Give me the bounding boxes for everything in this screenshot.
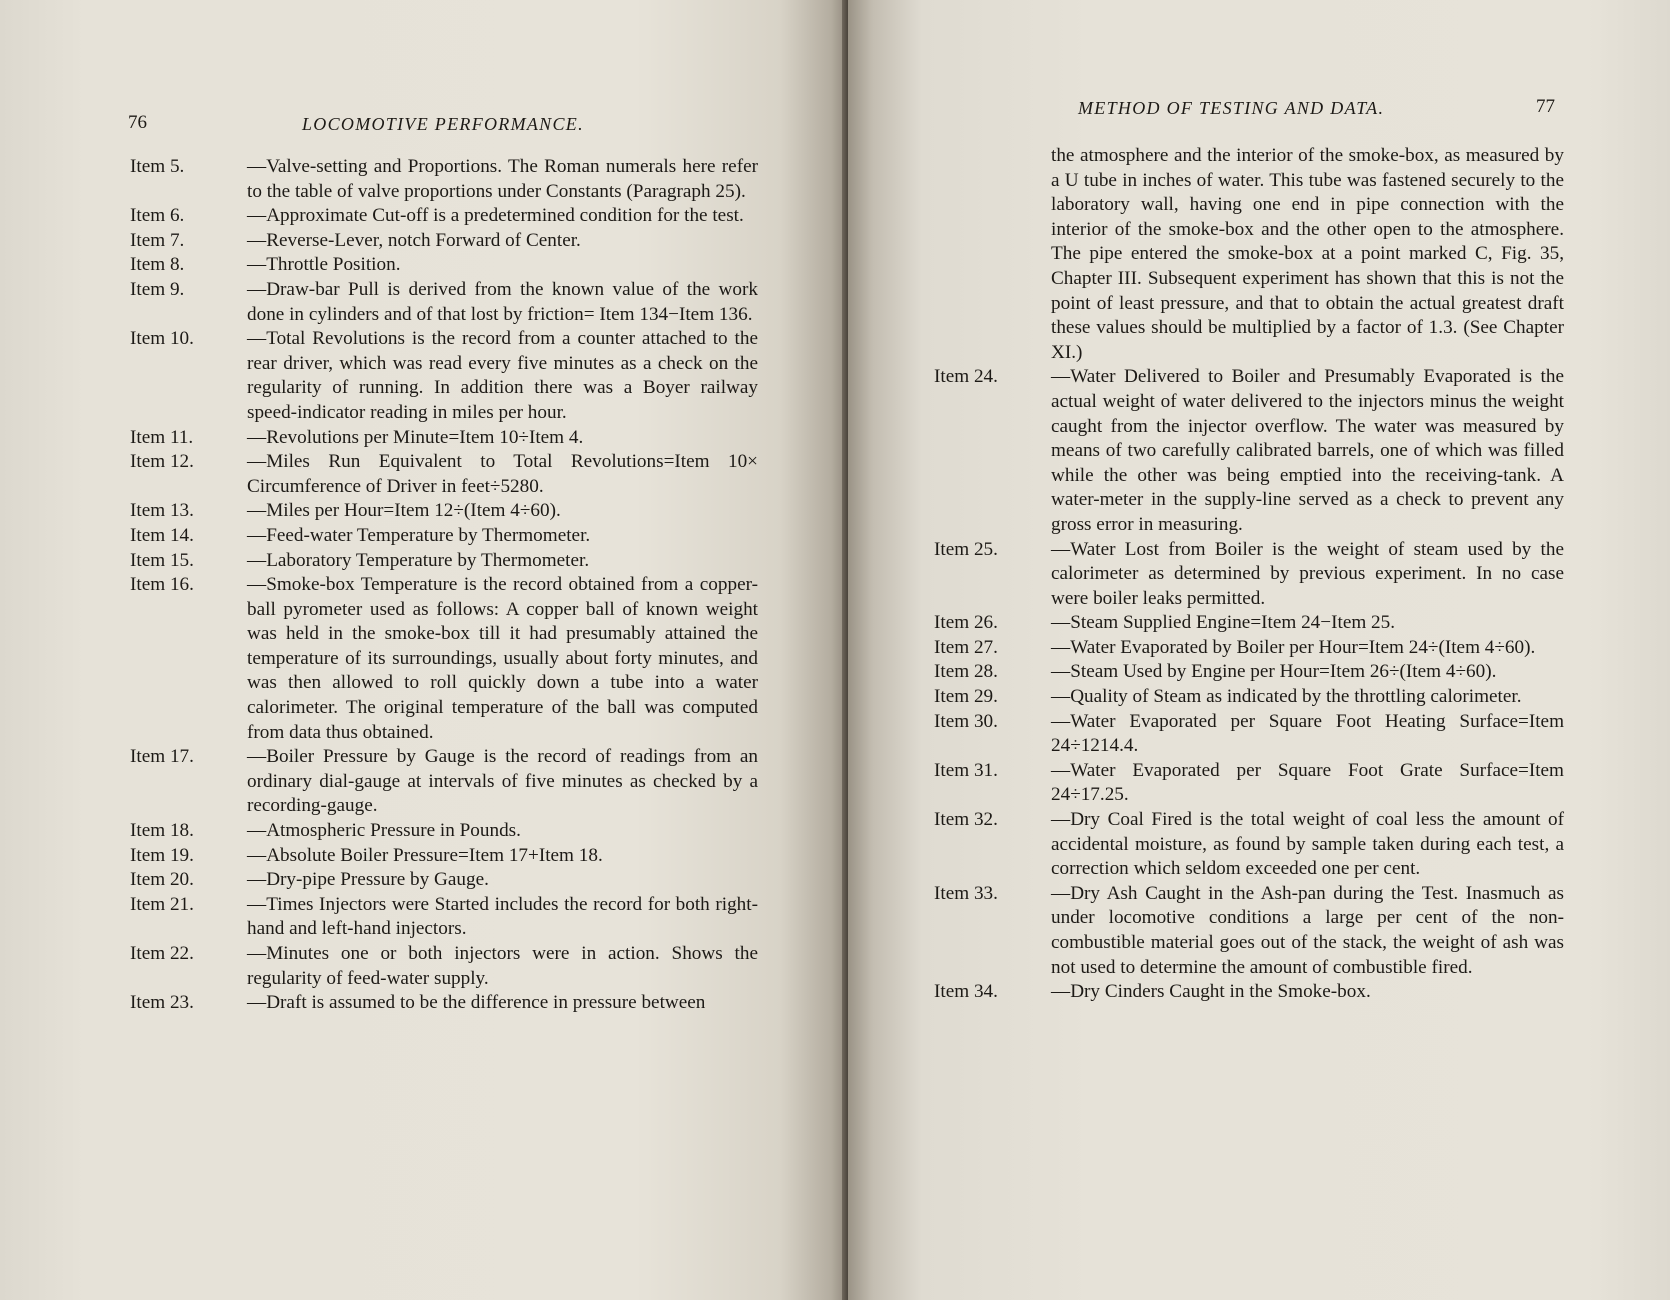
item-entry [934, 882, 1564, 980]
item-label: Item 16. [130, 574, 194, 596]
item-label: Item 15. [130, 549, 194, 571]
item-label: Item 10. [130, 328, 194, 350]
item-label: Item 23. [130, 992, 194, 1014]
item-text: —Boiler Pressure by Gauge is the record of readings from an ordinary dial-gauge at intervals of five minutes as checked by a recording-gauge. [247, 746, 758, 817]
item-label: Item 14. [130, 524, 194, 546]
item-label: Item 18. [130, 820, 194, 842]
item-entry [934, 710, 1564, 759]
item-text: —Miles Run Equivalent to Total Revolutions=Item 10× Circumference of Driver in feet÷5280. [247, 451, 758, 497]
item-entry [130, 204, 758, 229]
item-entry [130, 450, 758, 499]
item-text: —Revolutions per Minute=Item 10÷Item 4. [247, 426, 584, 448]
item-label: Item 7. [130, 229, 185, 251]
left-page-body [130, 155, 758, 1016]
item-label: Item 21. [130, 893, 194, 915]
item-entry [934, 538, 1564, 612]
item-entry [130, 229, 758, 254]
item-text: —Water Delivered to Boiler and Presumably Evaporated is the actual weight of water delivered to the injectors minus the weight caught from the injector overflow. The water was measured by means of two carefully calibrated barrels, one of which was filled while the other was being emptied into the receiving-tank. A water-meter in the supply-line served as a check to prevent any gross error in measuring. [1051, 366, 1564, 535]
item-label: Item 32. [934, 809, 998, 831]
item-label: Item 30. [934, 710, 998, 732]
item-text: —Throttle Position. [247, 254, 401, 276]
item-entry [130, 991, 758, 1016]
item-label: Item 5. [130, 156, 185, 177]
item-entry [934, 759, 1564, 808]
item-label: Item 20. [130, 869, 194, 891]
item-text: —Smoke-box Temperature is the record obtained from a copper-ball pyrometer used as follows: A copper ball of known weight was held in the smoke-box till it had presumably attained the temperature of its surroundings, usually about forty minutes, and was then allowed to roll quickly down a tube into a water calorimeter. The original temperature of the ball was computed from data thus obtained. [247, 574, 758, 743]
item-text: —Dry Cinders Caught in the Smoke-box. [1051, 981, 1371, 1003]
item-label: Item 34. [934, 981, 998, 1003]
item-text: —Total Revolutions is the record from a counter attached to the rear driver, which was read every five minutes as a check on the regularity of running. In addition there was a Boyer railway speed-indicator reading in miles per hour. [247, 328, 758, 423]
item-text: —Minutes one or both injectors were in action. Shows the regularity of feed-water supply. [247, 943, 758, 989]
item-entry [130, 844, 758, 869]
item-entry [130, 893, 758, 942]
page-number-left: 76 [128, 112, 147, 133]
item-entry [130, 278, 758, 327]
running-head-left: LOCOMOTIVE PERFORMANCE. [302, 114, 584, 134]
item-text: —Times Injectors were Started includes the record for both right-hand and left-hand injectors. [247, 893, 758, 940]
item-label: Item 31. [934, 759, 998, 781]
item-entry [130, 868, 758, 893]
item-label: Item 11. [130, 426, 194, 448]
item-entry [130, 745, 758, 819]
item-text: —Quality of Steam as indicated by the throttling calorimeter. [1051, 686, 1522, 708]
page-number-right: 77 [1536, 96, 1555, 117]
item-text: —Laboratory Temperature by Thermometer. [247, 549, 590, 571]
item-entry [934, 636, 1564, 661]
item-text: —Miles per Hour=Item 12÷(Item 4÷60). [247, 500, 561, 522]
item-label: Item 6. [130, 205, 185, 227]
item-label: Item 9. [130, 278, 185, 300]
item-text: —Water Evaporated per Square Foot Heating Surface=Item 24÷1214.4. [1051, 710, 1564, 757]
item-entry [934, 660, 1564, 685]
item-text: —Water Evaporated per Square Foot Grate Surface=Item 24÷17.25. [1051, 759, 1564, 806]
item-text: —Steam Used by Engine per Hour=Item 26÷(Item 4÷60). [1051, 661, 1497, 683]
item-label: Item 29. [934, 686, 998, 708]
item-text: —Steam Supplied Engine=Item 24−Item 25. [1051, 612, 1396, 634]
item-entry [130, 942, 758, 991]
item-text: —Feed-water Temperature by Thermometer. [247, 524, 591, 546]
item-text: —Water Lost from Boiler is the weight of steam used by the calorimeter as determined by previous experiment. In no case were boiler leaks permitted. [1051, 538, 1564, 609]
item-text: —Absolute Boiler Pressure=Item 17+Item 18. [247, 844, 603, 866]
item-text: —Reverse-Lever, notch Forward of Center. [247, 229, 581, 251]
item-label: Item 27. [934, 636, 998, 658]
item-label: Item 13. [130, 500, 194, 522]
item-text: —Dry-pipe Pressure by Gauge. [247, 869, 489, 891]
running-head-right: METHOD OF TESTING AND DATA. [1078, 98, 1385, 118]
item-entry [130, 327, 758, 425]
item-label: Item 22. [130, 943, 194, 964]
item-text: —Dry Coal Fired is the total weight of coal less the amount of accidental moisture, as found by sample taken during each test, a correction which seldom exceeded one per cent. [1051, 809, 1564, 880]
item-label: Item 17. [130, 746, 194, 768]
item-entry [934, 808, 1564, 882]
item-entry [130, 499, 758, 524]
item-entry [934, 611, 1564, 636]
right-page-body [934, 144, 1564, 1005]
item-label: Item 12. [130, 451, 194, 473]
item-entry [934, 685, 1564, 710]
item-text: —Water Evaporated by Boiler per Hour=Item 24÷(Item 4÷60). [1051, 636, 1536, 658]
item-entry [934, 980, 1564, 1005]
item-label: Item 25. [934, 538, 998, 560]
item-text: —Draft is assumed to be the difference in pressure between [247, 992, 706, 1014]
item-text: —Approximate Cut-off is a predetermined condition for the test. [247, 205, 744, 227]
right-page [848, 0, 1670, 1300]
item-text: —Draw-bar Pull is derived from the known value of the work done in cylinders and of that lost by friction= Item 134−Item 136. [247, 278, 758, 325]
item-entry [130, 819, 758, 844]
item-entry [130, 573, 758, 745]
item-entry [934, 365, 1564, 537]
item-label: Item 28. [934, 661, 998, 683]
item-label: Item 8. [130, 254, 185, 276]
item-entry [130, 155, 758, 204]
item-entry [130, 426, 758, 451]
item-text: —Dry Ash Caught in the Ash-pan during the Test. Inasmuch as under locomotive conditions a large per cent of the non-combustible material goes out of the stack, the weight of ash was not used to determine the amount of combustible fired. [1051, 882, 1564, 978]
item-entry [130, 524, 758, 549]
item-entry [130, 253, 758, 278]
item-entry [130, 549, 758, 574]
item-label: Item 33. [934, 882, 998, 904]
item-text: —Valve-setting and Proportions. The Roman numerals here refer to the table of valve proportions under Constants (Paragraph 25). [247, 156, 758, 202]
continuation-paragraph: the atmosphere and the interior of the smoke-box, as measured by a U tube in inches of water. This tube was fastened securely to the laboratory wall, having one end in pipe connection with the interior of the smoke-box and the other open to the atmosphere. The pipe entered the smoke-box at a point marked C, Fig. 35, Chapter III. Subsequent experiment has shown that this is not the point of least pressure, and that to obtain the actual greatest draft these values should be multiplied by a factor of 1.3. (See Chapter XI.) [1051, 145, 1564, 363]
item-label: Item 26. [934, 612, 998, 634]
item-label: Item 19. [130, 844, 194, 866]
item-text: —Atmospheric Pressure in Pounds. [247, 820, 521, 842]
item-label: Item 24. [934, 366, 998, 388]
